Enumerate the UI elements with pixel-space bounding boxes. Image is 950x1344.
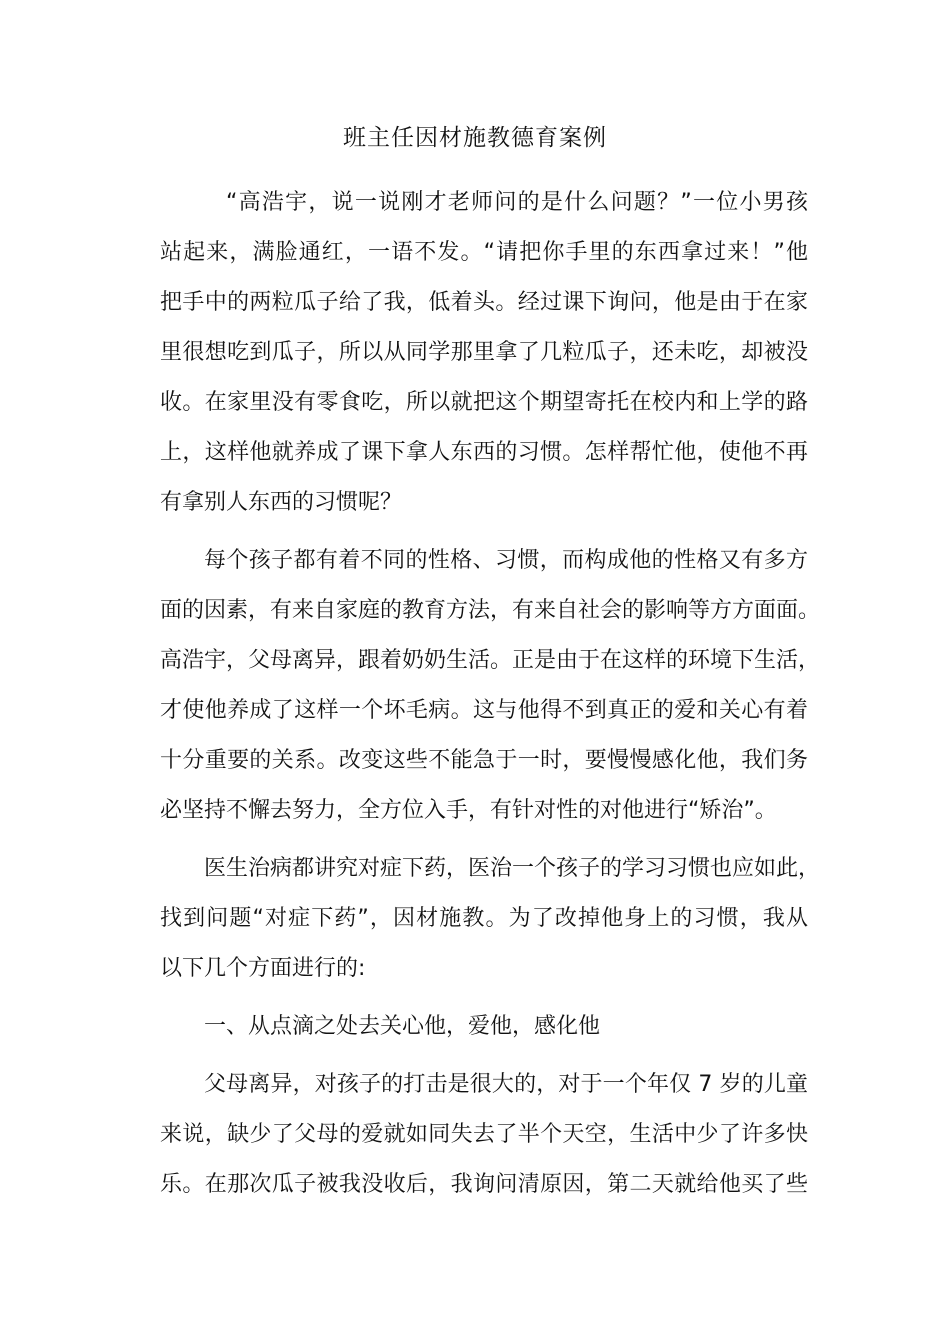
document-body bbox=[160, 178, 821, 1218]
paragraph-line: 面的因素，有来自家庭的教育方法，有来自社会的影响等方方面面。 bbox=[160, 598, 821, 623]
paragraph-line: 乐。在那次瓜子被我没收后，我询问清原因，第二天就给他买了些 bbox=[160, 1172, 808, 1197]
paragraph-2 bbox=[160, 536, 821, 836]
paragraph-line: 以下几个方面进行的: bbox=[160, 956, 366, 981]
paragraph-line: 每个孩子都有着不同的性格、习惯，而构成他的性格又有多方 bbox=[204, 548, 808, 573]
document-title: 班主任因材施教德育案例 bbox=[343, 125, 607, 151]
paragraph-5 bbox=[160, 1060, 808, 1210]
paragraph-line: 收。在家里没有零食吃，所以就把这个期望寄托在校内和上学的路 bbox=[160, 390, 808, 415]
section-heading-text: 一、从点滴之处去关心他，爱他，感化他 bbox=[204, 1014, 601, 1039]
paragraph-line: 才使他养成了这样一个坏毛病。这与他得不到真正的爱和关心有着 bbox=[160, 698, 808, 723]
paragraph-line: 高浩宇，父母离异，跟着奶奶生活。正是由于在这样的环境下生活， bbox=[160, 648, 821, 673]
paragraph-line: 必坚持不懈去努力，全方位入手，有针对性的对他进行“矫治”。 bbox=[160, 798, 777, 823]
paragraph-line: 父母离异，对孩子的打击是很大的，对于一个年仅 7 岁的儿童 bbox=[204, 1072, 808, 1097]
paragraph-line: 医生治病都讲究对症下药，医治一个孩子的学习习惯也应如此， bbox=[204, 856, 821, 881]
paragraph-line: 里很想吃到瓜子，所以从同学那里拿了几粒瓜子，还未吃，却被没 bbox=[160, 340, 808, 365]
paragraph-line: 有拿别人东西的习惯呢？ bbox=[160, 490, 403, 515]
paragraph-3 bbox=[160, 844, 821, 994]
section-heading bbox=[160, 1002, 808, 1052]
paragraph-line: “高浩宇，说一说刚才老师问的是什么问题？”一位小男孩 bbox=[226, 190, 808, 215]
paragraph-line: 十分重要的关系。改变这些不能急于一时，要慢慢感化他，我们务 bbox=[160, 748, 808, 773]
paragraph-line: 站起来，满脸通红，一语不发。“请把你手里的东西拿过来！”他 bbox=[160, 240, 808, 265]
paragraph-line: 把手中的两粒瓜子给了我，低着头。经过课下询问，他是由于在家 bbox=[160, 290, 808, 315]
paragraph-line: 上，这样他就养成了课下拿人东西的习惯。怎样帮忙他，使他不再 bbox=[160, 440, 808, 465]
paragraph-line: 来说，缺少了父母的爱就如同失去了半个天空，生活中少了许多快 bbox=[160, 1122, 808, 1147]
paragraph-line: 找到问题“对症下药”，因材施教。为了改掉他身上的习惯，我从 bbox=[160, 906, 808, 931]
paragraph-1 bbox=[160, 178, 808, 528]
